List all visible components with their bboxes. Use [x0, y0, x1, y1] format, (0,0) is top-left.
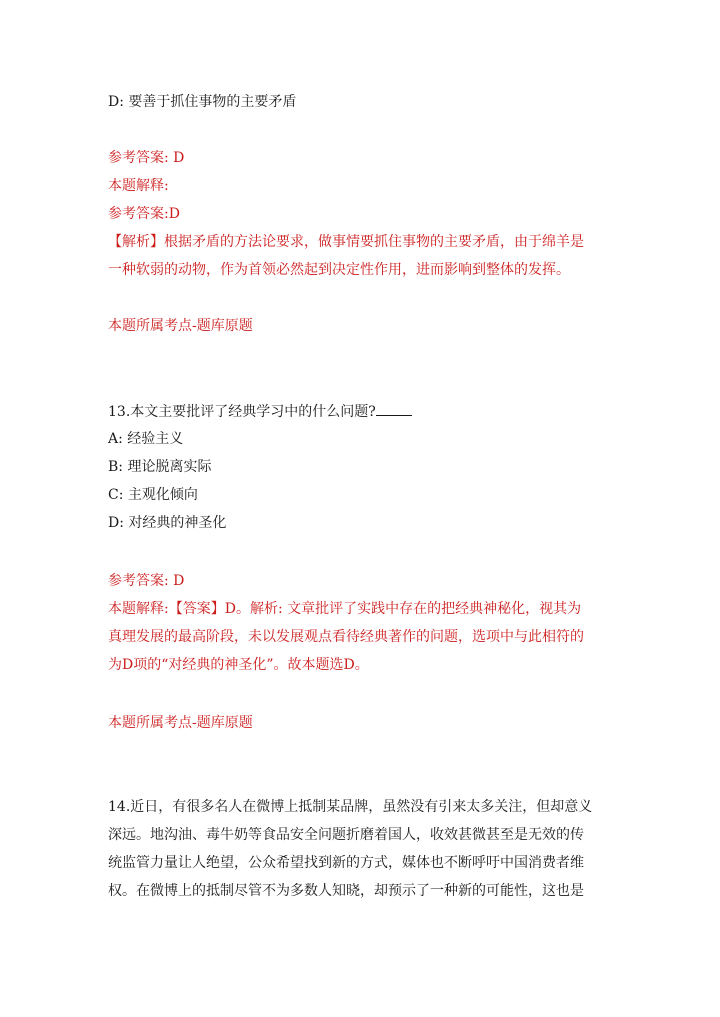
q14-line-1: 14.近日，有很多名人在微博上抵制某品牌，虽然没有引来太多关注，但却意义	[108, 799, 593, 815]
q13-option-a: A: 经验主义	[108, 431, 184, 447]
prev-explain-label: 本题解释:	[108, 178, 169, 194]
q13-option-c: C: 主观化倾向	[108, 487, 198, 503]
q13-explain-text: 【答案】D。解析: 文章批评了实践中存在的把经典神秘化，视其为	[168, 601, 582, 617]
q14-line-4: 权。在微博上的抵制尽管不为多数人知晓，却预示了一种新的可能性，这也是	[108, 883, 584, 899]
prev-analysis-line-1: 【解析】根据矛盾的方法论要求，做事情要抓住事物的主要矛盾，由于绵羊是	[108, 234, 584, 250]
q13-explain-line-2: 真理发展的最高阶段，未以发展观点看待经典著作的问题，选项中与此相符的	[108, 629, 584, 645]
q13-explain-line-1	[108, 601, 581, 617]
answer-blank	[376, 403, 412, 416]
q13-option-b: B: 理论脱离实际	[108, 459, 212, 475]
prev-option-d: D: 要善于抓住事物的主要矛盾	[108, 94, 297, 110]
q13-stem	[108, 403, 412, 420]
q13-source: 本题所属考点-题库原题	[108, 715, 253, 731]
q13-answer: 参考答案: D	[108, 573, 185, 589]
q14-line-3: 统监管力量让人绝望，公众希望找到新的方式，媒体也不断呼吁中国消费者维	[108, 855, 584, 871]
prev-answer: 参考答案: D	[108, 150, 185, 166]
prev-answer-repeat: 参考答案:D	[108, 206, 180, 222]
q13-explain-line-3: 为D项的“对经典的神圣化”。故本题选D。	[108, 657, 369, 673]
prev-analysis-line-2: 一种软弱的动物，作为首领必然起到决定性作用，进而影响到整体的发挥。	[108, 262, 570, 278]
prev-source: 本题所属考点-题库原题	[108, 318, 253, 334]
q13-explain-label: 本题解释:	[108, 601, 169, 617]
q14-line-2: 深远。地沟油、毒牛奶等食品安全问题折磨着国人，收效甚微甚至是无效的传	[108, 827, 584, 843]
q13-option-d: D: 对经典的神圣化	[108, 515, 227, 531]
q13-stem-text: 13.本文主要批评了经典学习中的什么问题?	[108, 404, 376, 420]
